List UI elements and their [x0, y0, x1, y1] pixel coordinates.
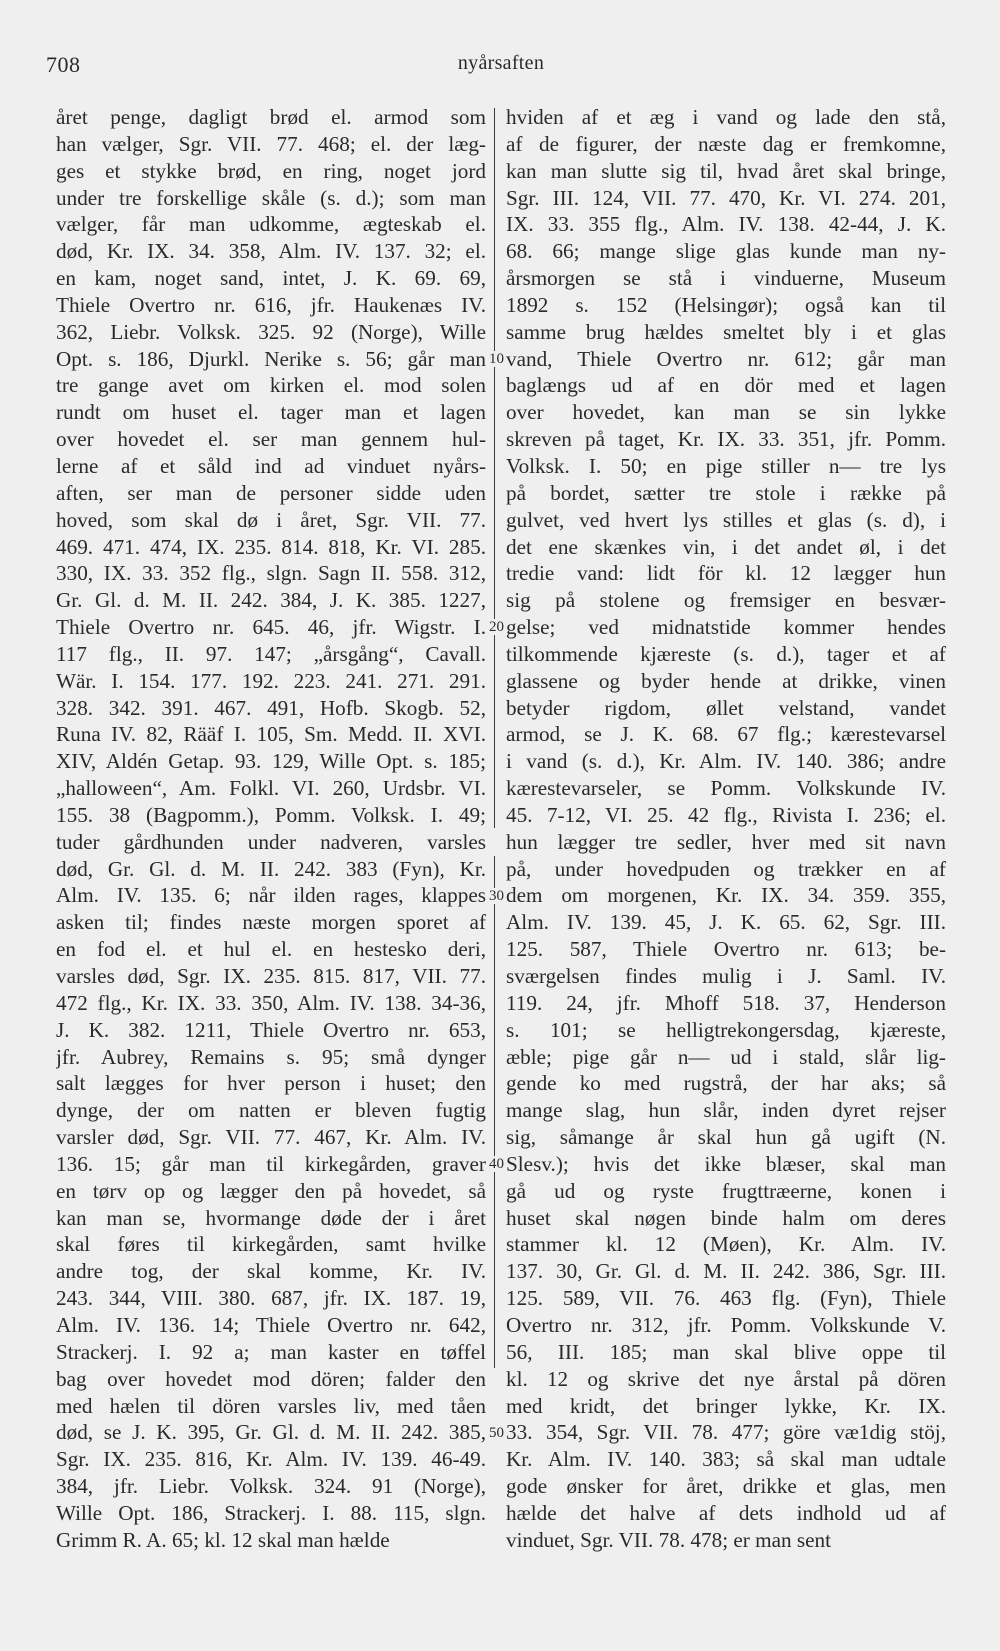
- text-line: en kam, noget sand, intet, J. K. 69. 69,: [56, 266, 486, 291]
- text-line: 472 flg., Kr. IX. 33. 350, Alm. IV. 138. 34-36,: [56, 990, 486, 1015]
- line-number: 40: [489, 1156, 504, 1173]
- text-line: J. K. 382. 1211, Thiele Overtro nr. 653,: [56, 1017, 486, 1042]
- text-line: gelse; ved midnatstide kommer hendes: [506, 615, 946, 640]
- text-line: Runa IV. 82, Rääf I. 105, Sm. Medd. II. XVI.: [56, 722, 486, 747]
- text-line: årsmorgen se stå i vinduerne, Museum: [506, 266, 946, 291]
- text-line: Wille Opt. 186, Strackerj. I. 88. 115, slgn.: [56, 1500, 486, 1525]
- text-line: bag over hovedet mod dören; falder den: [56, 1366, 486, 1391]
- text-line: tre gange avet om kirken el. mod solen: [56, 373, 486, 398]
- text-line: armod, se J. K. 68. 67 flg.; kærestevarsel: [506, 722, 946, 747]
- text-line: asken til; findes næste morgen sporet af: [56, 910, 486, 935]
- text-line: baglængs ud af en dör med et lagen: [506, 373, 946, 398]
- page-number: 708: [46, 52, 81, 77]
- line-number: 10: [489, 350, 504, 367]
- text-line: Kr. Alm. IV. 140. 383; så skal man udtale: [506, 1447, 946, 1472]
- text-line: IX. 33. 355 flg., Alm. IV. 138. 42-44, J. K.: [506, 212, 946, 237]
- text-line: XIV, Aldén Getap. 93. 129, Wille Opt. s. 185;: [56, 749, 486, 774]
- text-line: vand, Thiele Overtro nr. 612; går man: [506, 346, 946, 371]
- text-line: Sgr. III. 124, VII. 77. 470, Kr. VI. 274. 201,: [506, 185, 946, 210]
- text-line: kærestevarseler, se Pomm. Volkskunde IV.: [506, 776, 946, 801]
- left-text-column: [56, 104, 486, 1554]
- text-line: Strackerj. I. 92 a; man kaster en tøffel: [56, 1339, 486, 1364]
- text-line: Alm. IV. 139. 45, J. K. 65. 62, Sgr. III.: [506, 910, 946, 935]
- text-line: 136. 15; går man til kirkegården, graver: [56, 1151, 486, 1176]
- text-line: 1892 s. 152 (Helsingør); også kan til: [506, 292, 946, 317]
- text-line: en fod el. et hul el. en hestesko deri,: [56, 937, 486, 962]
- text-line: hun lægger tre sedler, hver med sit navn: [506, 829, 946, 854]
- text-line: 137. 30, Gr. Gl. d. M. II. 242. 386, Sgr. III.: [506, 1259, 946, 1284]
- text-line: året penge, dagligt brød el. armod som: [56, 105, 486, 129]
- text-line: hælde det halve af dets indhold ud af: [506, 1500, 946, 1525]
- text-line: kl. 12 og skrive det nye årstal på dören: [506, 1366, 946, 1391]
- text-line: skreven på taget, Kr. IX. 33. 351, jfr. Pomm.: [506, 427, 946, 452]
- text-line: Sgr. IX. 235. 816, Kr. Alm. IV. 139. 46-49.: [56, 1447, 486, 1472]
- text-line: Alm. IV. 135. 6; når ilden rages, klappes: [56, 883, 486, 908]
- text-line: 243. 344, VIII. 380. 687, jfr. IX. 187. 19,: [56, 1286, 486, 1311]
- text-line: 155. 38 (Bagpomm.), Pomm. Volksk. I. 49;: [56, 802, 486, 827]
- text-line: med kridt, det bringer lykke, Kr. IX.: [506, 1393, 946, 1418]
- line-number: 30: [489, 887, 504, 904]
- text-line: under tre forskellige skåle (s. d.); som man: [56, 185, 486, 210]
- text-line: Overtro nr. 312, jfr. Pomm. Volkskunde V.: [506, 1312, 946, 1337]
- text-line: på bordet, sætter tre stole i række på: [506, 480, 946, 505]
- text-line: 125. 587, Thiele Overtro nr. 613; be-: [506, 937, 946, 962]
- text-line: 119. 24, jfr. Mhoff 518. 37, Henderson: [506, 990, 946, 1015]
- text-line: dynge, der om natten er bleven fugtig: [56, 1098, 486, 1123]
- text-line: rundt om huset el. tager man et lagen: [56, 400, 486, 425]
- text-line: skal føres til kirkegården, samt hvilke: [56, 1232, 486, 1257]
- text-line: tilkommende kjæreste (s. d.), tager et af: [506, 641, 946, 666]
- text-line: glassene og byder hende at drikke, vinen: [506, 668, 946, 693]
- text-line: Thiele Overtro nr. 616, jfr. Haukenæs IV.: [56, 292, 486, 317]
- text-line: s. 101; se helligtrekongersdag, kjæreste,: [506, 1017, 946, 1042]
- text-line: mange slag, hun slår, inden dyret rejser: [506, 1098, 946, 1123]
- text-line: over hovedet el. ser man gennem hul-: [56, 427, 486, 452]
- text-line: Thiele Overtro nr. 645. 46, jfr. Wigstr. I.: [56, 615, 486, 640]
- text-line: vælger, får man udkomme, ægteskab el.: [56, 212, 486, 237]
- text-line: død, se J. K. 395, Gr. Gl. d. M. II. 242. 385,: [56, 1420, 486, 1445]
- text-line: 117 flg., II. 97. 147; „årsgång“, Cavall.: [56, 641, 486, 666]
- text-line: i vand (s. d.), Kr. Alm. IV. 140. 386; andre: [506, 749, 946, 774]
- text-line: kan man se, hvormange døde der i året: [56, 1205, 486, 1230]
- text-line: Alm. IV. 136. 14; Thiele Overtro nr. 642,: [56, 1312, 486, 1337]
- text-line: 384, jfr. Liebr. Volksk. 324. 91 (Norge),: [56, 1474, 486, 1499]
- text-line: tuder gårdhunden under nadveren, varsles: [56, 829, 486, 854]
- text-line: på, under hovedpuden og trækker en af: [506, 856, 946, 881]
- text-line: 469. 471. 474, IX. 235. 814. 818, Kr. VI. 285.: [56, 534, 486, 559]
- text-line: huset skal nøgen binde halm om deres: [506, 1205, 946, 1230]
- running-head: [46, 52, 956, 82]
- text-line: Grimm R. A. 65; kl. 12 skal man hælde: [56, 1527, 390, 1552]
- text-line: Opt. s. 186, Djurkl. Nerike s. 56; går man: [56, 346, 486, 371]
- text-line: aften, ser man de personer sidde uden: [56, 480, 486, 505]
- text-line: han vælger, Sgr. VII. 77. 468; el. der læg-: [56, 131, 486, 156]
- text-line: samme brug hældes smeltet bly i et glas: [506, 319, 946, 344]
- text-line: gå ud og ryste frugttræerne, konen i: [506, 1178, 946, 1203]
- text-line: det ene skænkes vin, i det andet øl, i det: [506, 534, 946, 559]
- text-line: Wär. I. 154. 177. 192. 223. 241. 271. 291.: [56, 668, 486, 693]
- text-line: gende ko med rugstrå, der har aks; så: [506, 1071, 946, 1096]
- text-line: død, Kr. IX. 34. 358, Alm. IV. 137. 32; el.: [56, 239, 486, 264]
- text-line: salt lægges for hver person i huset; den: [56, 1071, 486, 1096]
- text-line: 125. 589, VII. 76. 463 flg. (Fyn), Thiele: [506, 1286, 946, 1311]
- text-line: 56, III. 185; man skal blive oppe til: [506, 1339, 946, 1364]
- text-line: med hælen til dören varsles liv, med tåen: [56, 1393, 486, 1418]
- text-line: betyder rigdom, øllet velstand, vandet: [506, 695, 946, 720]
- text-line: 362, Liebr. Volksk. 325. 92 (Norge), Wille: [56, 319, 486, 344]
- text-line: jfr. Aubrey, Remains s. 95; små dynger: [56, 1044, 486, 1069]
- column-divider: [494, 108, 495, 828]
- text-line: gode ønsker for året, drikke et glas, men: [506, 1474, 946, 1499]
- text-line: ges et stykke brød, en ring, noget jord: [56, 158, 486, 183]
- text-line: lerne af et såld ind ad vinduet nyårs-: [56, 453, 486, 478]
- right-text-column: [506, 104, 946, 1554]
- text-line: 33. 354, Sgr. VII. 78. 477; göre væ1dig stöj,: [506, 1420, 946, 1445]
- text-line: død, Gr. Gl. d. M. II. 242. 383 (Fyn), Kr.: [56, 856, 486, 881]
- text-line: varsler død, Sgr. VII. 77. 467, Kr. Alm. IV.: [56, 1125, 486, 1150]
- text-line: gulvet, ved hvert lys stilles et glas (s. d), i: [506, 507, 946, 532]
- text-line: andre tog, der skal komme, Kr. IV.: [56, 1259, 486, 1284]
- text-line: en tørv op og lægger den på hovedet, så: [56, 1178, 486, 1203]
- text-line: over hovedet, kan man se sin lykke: [506, 400, 946, 425]
- text-line: sig, såmange år skal hun gå ugift (N.: [506, 1125, 946, 1150]
- text-line: sværgelsen findes mulig i J. Saml. IV.: [506, 964, 946, 988]
- text-line: tredie vand: lidt för kl. 12 lægger hun: [506, 561, 946, 586]
- text-line: 68. 66; mange slige glas kunde man ny-: [506, 239, 946, 264]
- text-line: af de figurer, der næste dag er fremkomne,: [506, 131, 946, 156]
- text-line: „halloween“, Am. Folkl. VI. 260, Urdsbr. VI.: [56, 776, 486, 801]
- text-line: 45. 7-12, VI. 25. 42 flg., Rivista I. 236; el.: [506, 802, 946, 827]
- running-head-word: nyårsaften: [457, 52, 545, 74]
- text-line: dem om morgenen, Kr. IX. 34. 359. 355,: [506, 883, 946, 908]
- text-line: 330, IX. 33. 352 flg., slgn. Sagn II. 558. 312,: [56, 561, 486, 586]
- text-line: 328. 342. 391. 467. 491, Hofb. Skogb. 52,: [56, 695, 486, 720]
- column-divider-lower: [494, 856, 495, 1368]
- text-line: vinduet, Sgr. VII. 78. 478; er man sent: [506, 1527, 832, 1552]
- text-line: Gr. Gl. d. M. II. 242. 384, J. K. 385. 1227,: [56, 588, 486, 613]
- text-line: stammer kl. 12 (Møen), Kr. Alm. IV.: [506, 1232, 946, 1257]
- line-number: 50: [489, 1424, 504, 1441]
- text-line: æble; pige går n— ud i stald, slår lig-: [506, 1044, 946, 1069]
- text-line: Slesv.); hvis det ikke blæser, skal man: [506, 1151, 946, 1176]
- text-line: hviden af et æg i vand og lade den stå,: [506, 105, 946, 129]
- text-line: sig på stolene og fremsiger en besvær-: [506, 588, 946, 613]
- text-line: Volksk. I. 50; en pige stiller n— tre lys: [506, 453, 946, 478]
- text-line: kan man slutte sig til, hvad året skal bringe,: [506, 158, 946, 183]
- line-number: 20: [489, 619, 504, 636]
- text-line: hoved, som skal dø i året, Sgr. VII. 77.: [56, 507, 486, 532]
- text-line: varsles død, Sgr. IX. 235. 815. 817, VII. 77.: [56, 964, 486, 988]
